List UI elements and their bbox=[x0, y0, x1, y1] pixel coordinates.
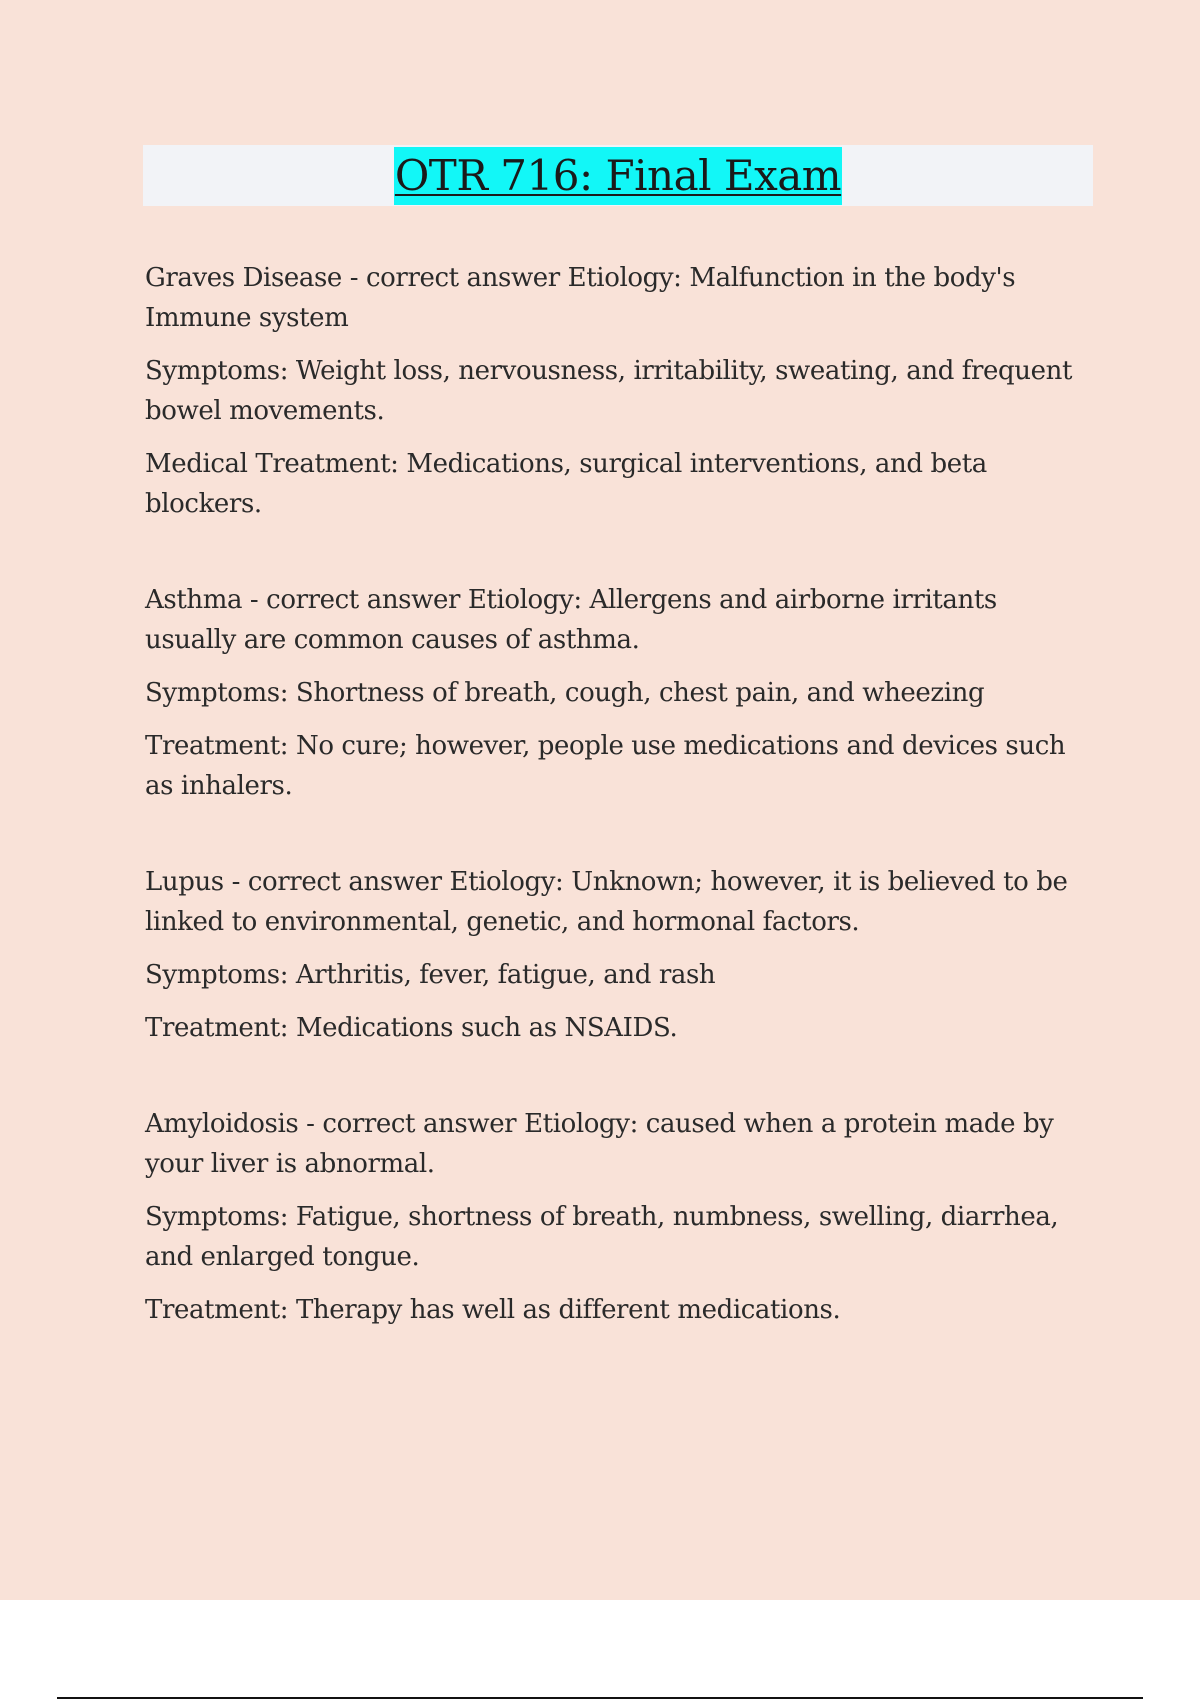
entry-symptoms: Symptoms: Arthritis, fever, fatigue, and rash bbox=[145, 960, 716, 990]
entry-etiology: Graves Disease - correct answer Etiology: Malfunction in the body's Immune system bbox=[145, 263, 1016, 333]
entry-etiology: Asthma - correct answer Etiology: Allergens and airborne irritants usually are common causes of asthma. bbox=[145, 585, 997, 655]
entry-treatment: Treatment: No cure; however, people use medications and devices such as inhalers. bbox=[145, 731, 1066, 801]
entry-etiology: Lupus - correct answer Etiology: Unknown; however, it is believed to be linked to environmental, genetic, and hormonal factors. bbox=[145, 867, 1068, 937]
entry-amyloidosis bbox=[145, 1104, 1090, 1330]
entry-treatment: Medical Treatment: Medications, surgical interventions, and beta blockers. bbox=[145, 449, 987, 519]
document-title: OTR 716: Final Exam bbox=[394, 147, 842, 205]
entry-graves-disease bbox=[145, 258, 1090, 524]
entry-symptoms: Symptoms: Shortness of breath, cough, chest pain, and wheezing bbox=[145, 678, 985, 708]
entry-treatment: Treatment: Medications such as NSAIDS. bbox=[145, 1013, 678, 1043]
footer-rule bbox=[57, 1697, 1143, 1699]
entry-symptoms: Symptoms: Fatigue, shortness of breath, numbness, swelling, diarrhea, and enlarged tongue. bbox=[145, 1202, 1059, 1272]
title-band bbox=[143, 145, 1093, 206]
entry-symptoms: Symptoms: Weight loss, nervousness, irritability, sweating, and frequent bowel movements. bbox=[145, 356, 1073, 426]
document-body bbox=[145, 258, 1090, 1343]
entry-lupus bbox=[145, 862, 1090, 1048]
entry-etiology: Amyloidosis - correct answer Etiology: caused when a protein made by your liver is abnormal. bbox=[145, 1109, 1054, 1179]
entry-asthma bbox=[145, 580, 1090, 806]
entry-treatment: Treatment: Therapy has well as different medications. bbox=[145, 1295, 841, 1325]
